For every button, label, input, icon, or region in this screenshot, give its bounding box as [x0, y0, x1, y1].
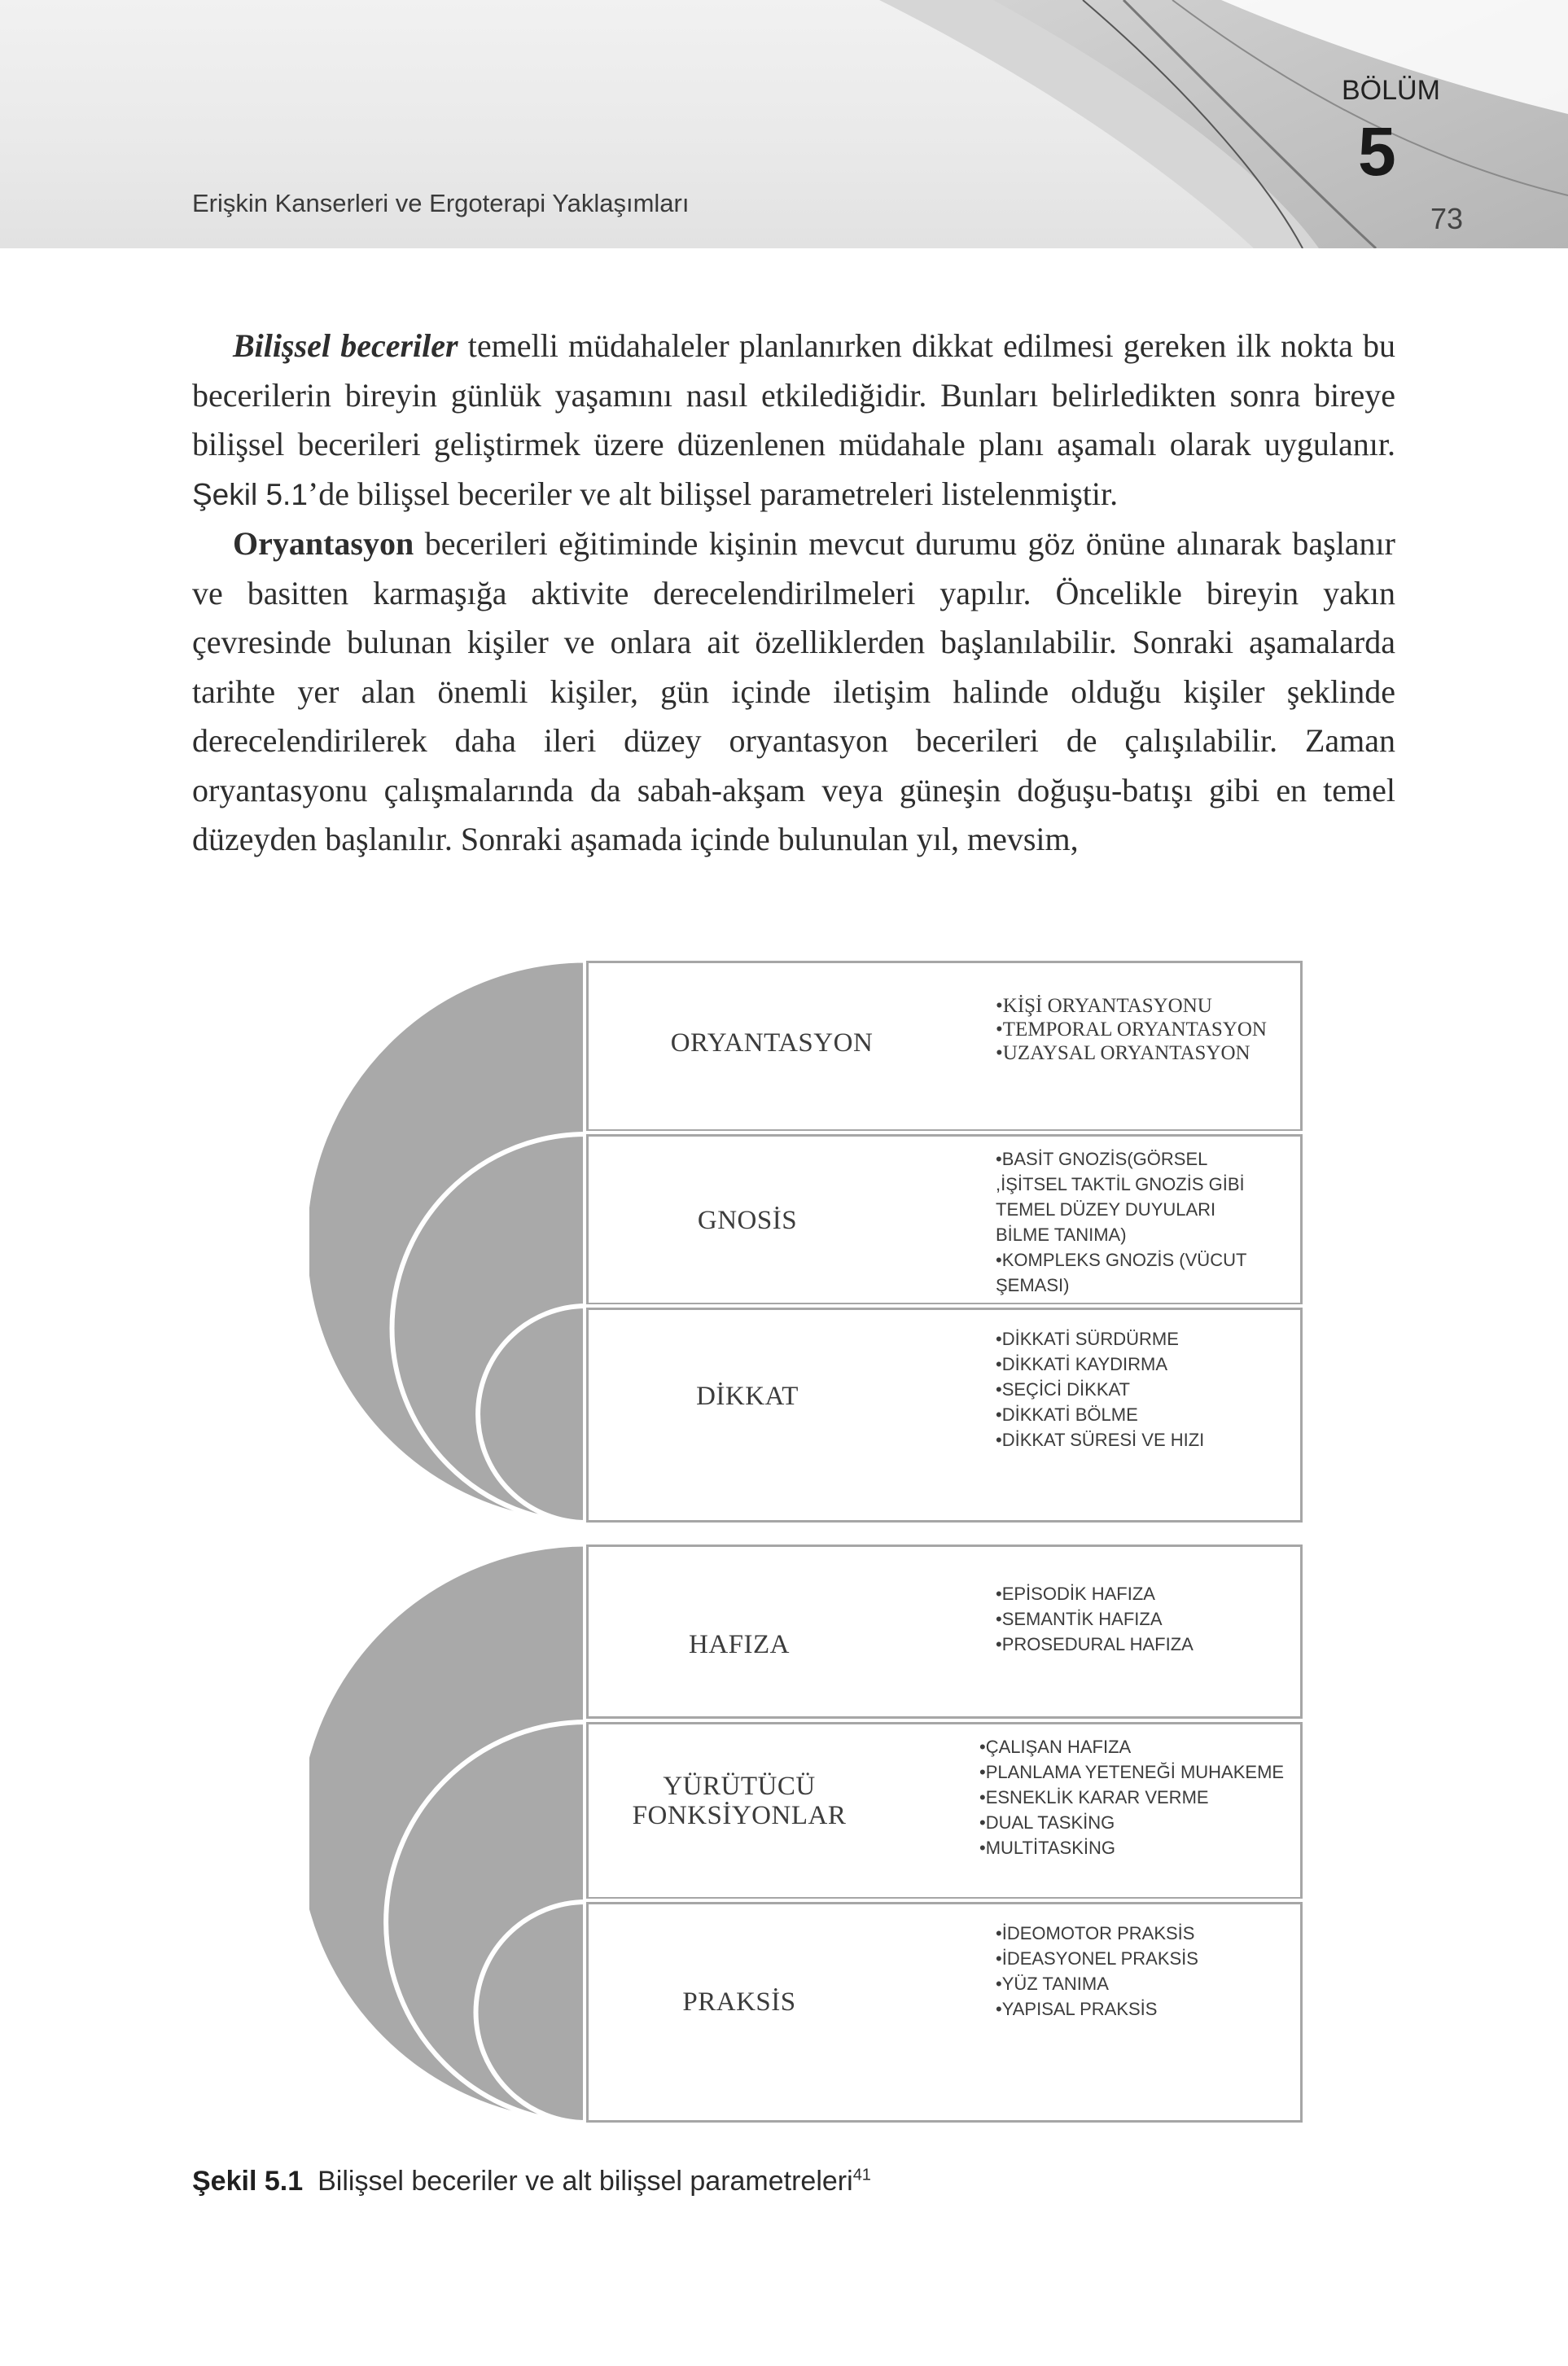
- list-item: • İDEOMOTOR PRAKSİS: [996, 1921, 1272, 1946]
- panel-items: [996, 994, 1272, 1065]
- panel-items: [996, 1146, 1256, 1298]
- caption-label: Şekil 5.1: [192, 2166, 304, 2197]
- term-oryantasyon: Oryantasyon: [233, 525, 414, 562]
- body-text: [192, 322, 1395, 865]
- panel-items: [979, 1734, 1297, 1860]
- panel-items: [996, 1581, 1272, 1657]
- list-item: • YAPISAL PRAKSİS: [996, 1996, 1272, 2022]
- panel-title: [564, 1772, 914, 1830]
- panel-items: [996, 1326, 1264, 1452]
- list-item: • ÇALIŞAN HAFIZA: [979, 1734, 1297, 1759]
- panel-hafiza: [586, 1544, 1303, 1719]
- panel-yurutucu-fonksiyonlar: [586, 1722, 1303, 1899]
- list-item: • KOMPLEKS GNOZİS (VÜCUT ŞEMASI): [996, 1247, 1256, 1298]
- caption-text: Bilişsel beceriler ve alt bilişsel parametreleri: [318, 2166, 853, 2197]
- panel-gnosis: [586, 1134, 1303, 1305]
- list-item: • DİKKATİ BÖLME: [996, 1402, 1264, 1427]
- panel-title: PRAKSİS: [682, 1987, 796, 2017]
- list-item: • PROSEDURAL HAFIZA: [996, 1632, 1272, 1657]
- paragraph-1-text-b: ’de bilişsel beceriler ve alt bilişsel parametreleri listelenmiştir.: [307, 475, 1119, 512]
- panel-title: ORYANTASYON: [670, 1028, 874, 1058]
- panel-praksis: [586, 1902, 1303, 2123]
- panel-dikkat: [586, 1308, 1303, 1523]
- list-item: • YÜZ TANIMA: [996, 1971, 1272, 1996]
- panel-title: GNOSİS: [697, 1206, 798, 1235]
- paragraph-1: [192, 322, 1395, 519]
- chapter-label: BÖLÜM: [1342, 75, 1440, 106]
- panel-oryantasyon: [586, 961, 1303, 1132]
- panel-title-line-2: FONKSİYONLAR: [632, 1801, 847, 1830]
- paragraph-1-text-a: temelli müdahaleler planlanırken dikkat edilmesi gereken ilk nokta bu becerilerin bireyin günlük yaşamını nasıl etkilediğidir. Bunları belirledikten sonra bireye bilişsel becerileri geliştirmek üzere düzenlenen müdahale planı aşamalı olarak uygulanır.: [192, 327, 1395, 462]
- cognitive-skills-figure: [309, 953, 1303, 2149]
- list-item: • ESNEKLİK KARAR VERME: [979, 1785, 1297, 1810]
- running-title: Erişkin Kanserleri ve Ergoterapi Yaklaşımları: [192, 189, 690, 217]
- list-item: • İDEASYONEL PRAKSİS: [996, 1946, 1272, 1971]
- list-item: • DUAL TASKİNG: [979, 1810, 1297, 1835]
- paragraph-2-text: becerileri eğitiminde kişinin mevcut durumu göz önüne alınarak başlanır ve basitten karmaşığa aktivite derecelendirilmeleri yapılır. Öncelikle bireyin yakın çevresinde bulunan kişiler ve onlara ait özelliklerden başlanılabilir. Sonraki aşamalarda tarihte yer alan önemli kişiler, gün içinde iletişim halinde olduğu kişiler şeklinde derecelendirilerek daha ileri düzey oryantasyon becerileri de çalışılabilir. Zaman oryantasyonu çalışmalarında da sabah-akşam veya güneşin doğuşu-batışı gibi en temel düzeyden başlanılır. Sonraki aşamada içinde bulunulan yıl, mevsim,: [192, 525, 1395, 857]
- panel-title: DİKKAT: [696, 1382, 799, 1411]
- list-item: • EPİSODİK HAFIZA: [996, 1581, 1272, 1606]
- list-item: • DİKKATİ SÜRDÜRME: [996, 1326, 1264, 1352]
- list-item: • UZAYSAL ORYANTASYON: [996, 1041, 1272, 1065]
- panel-title-line-1: YÜRÜTÜCÜ: [663, 1772, 816, 1801]
- panel-title: HAFIZA: [689, 1630, 790, 1659]
- list-item: • SEÇİCİ DİKKAT: [996, 1377, 1264, 1402]
- list-item: • BASİT GNOZİS(GÖRSEL ,İŞİTSEL TAKTİL GNOZİS GİBİ TEMEL DÜZEY DUYULARI BİLME TANIMA): [996, 1146, 1256, 1247]
- list-item: • SEMANTİK HAFIZA: [996, 1606, 1272, 1632]
- page-number: 73: [1430, 202, 1464, 235]
- list-item: • DİKKAT SÜRESİ VE HIZI: [996, 1427, 1264, 1452]
- term-bilissel-beceriler: Bilişsel beceriler: [233, 327, 458, 364]
- caption-citation: 41: [852, 2166, 871, 2184]
- chapter-number: 5: [1358, 113, 1396, 190]
- list-item: • MULTİTASKİNG: [979, 1835, 1297, 1860]
- panel-items: [996, 1921, 1272, 2022]
- figure-caption: [192, 2166, 871, 2197]
- list-item: • KİŞİ ORYANTASYONU: [996, 994, 1272, 1018]
- list-item: • TEMPORAL ORYANTASYON: [996, 1018, 1272, 1041]
- list-item: • DİKKATİ KAYDIRMA: [996, 1352, 1264, 1377]
- page-header: [0, 0, 1568, 248]
- list-item: • PLANLAMA YETENEĞİ MUHAKEME: [979, 1759, 1297, 1785]
- paragraph-2: [192, 519, 1395, 865]
- figure-reference: Şekil 5.1: [192, 477, 308, 511]
